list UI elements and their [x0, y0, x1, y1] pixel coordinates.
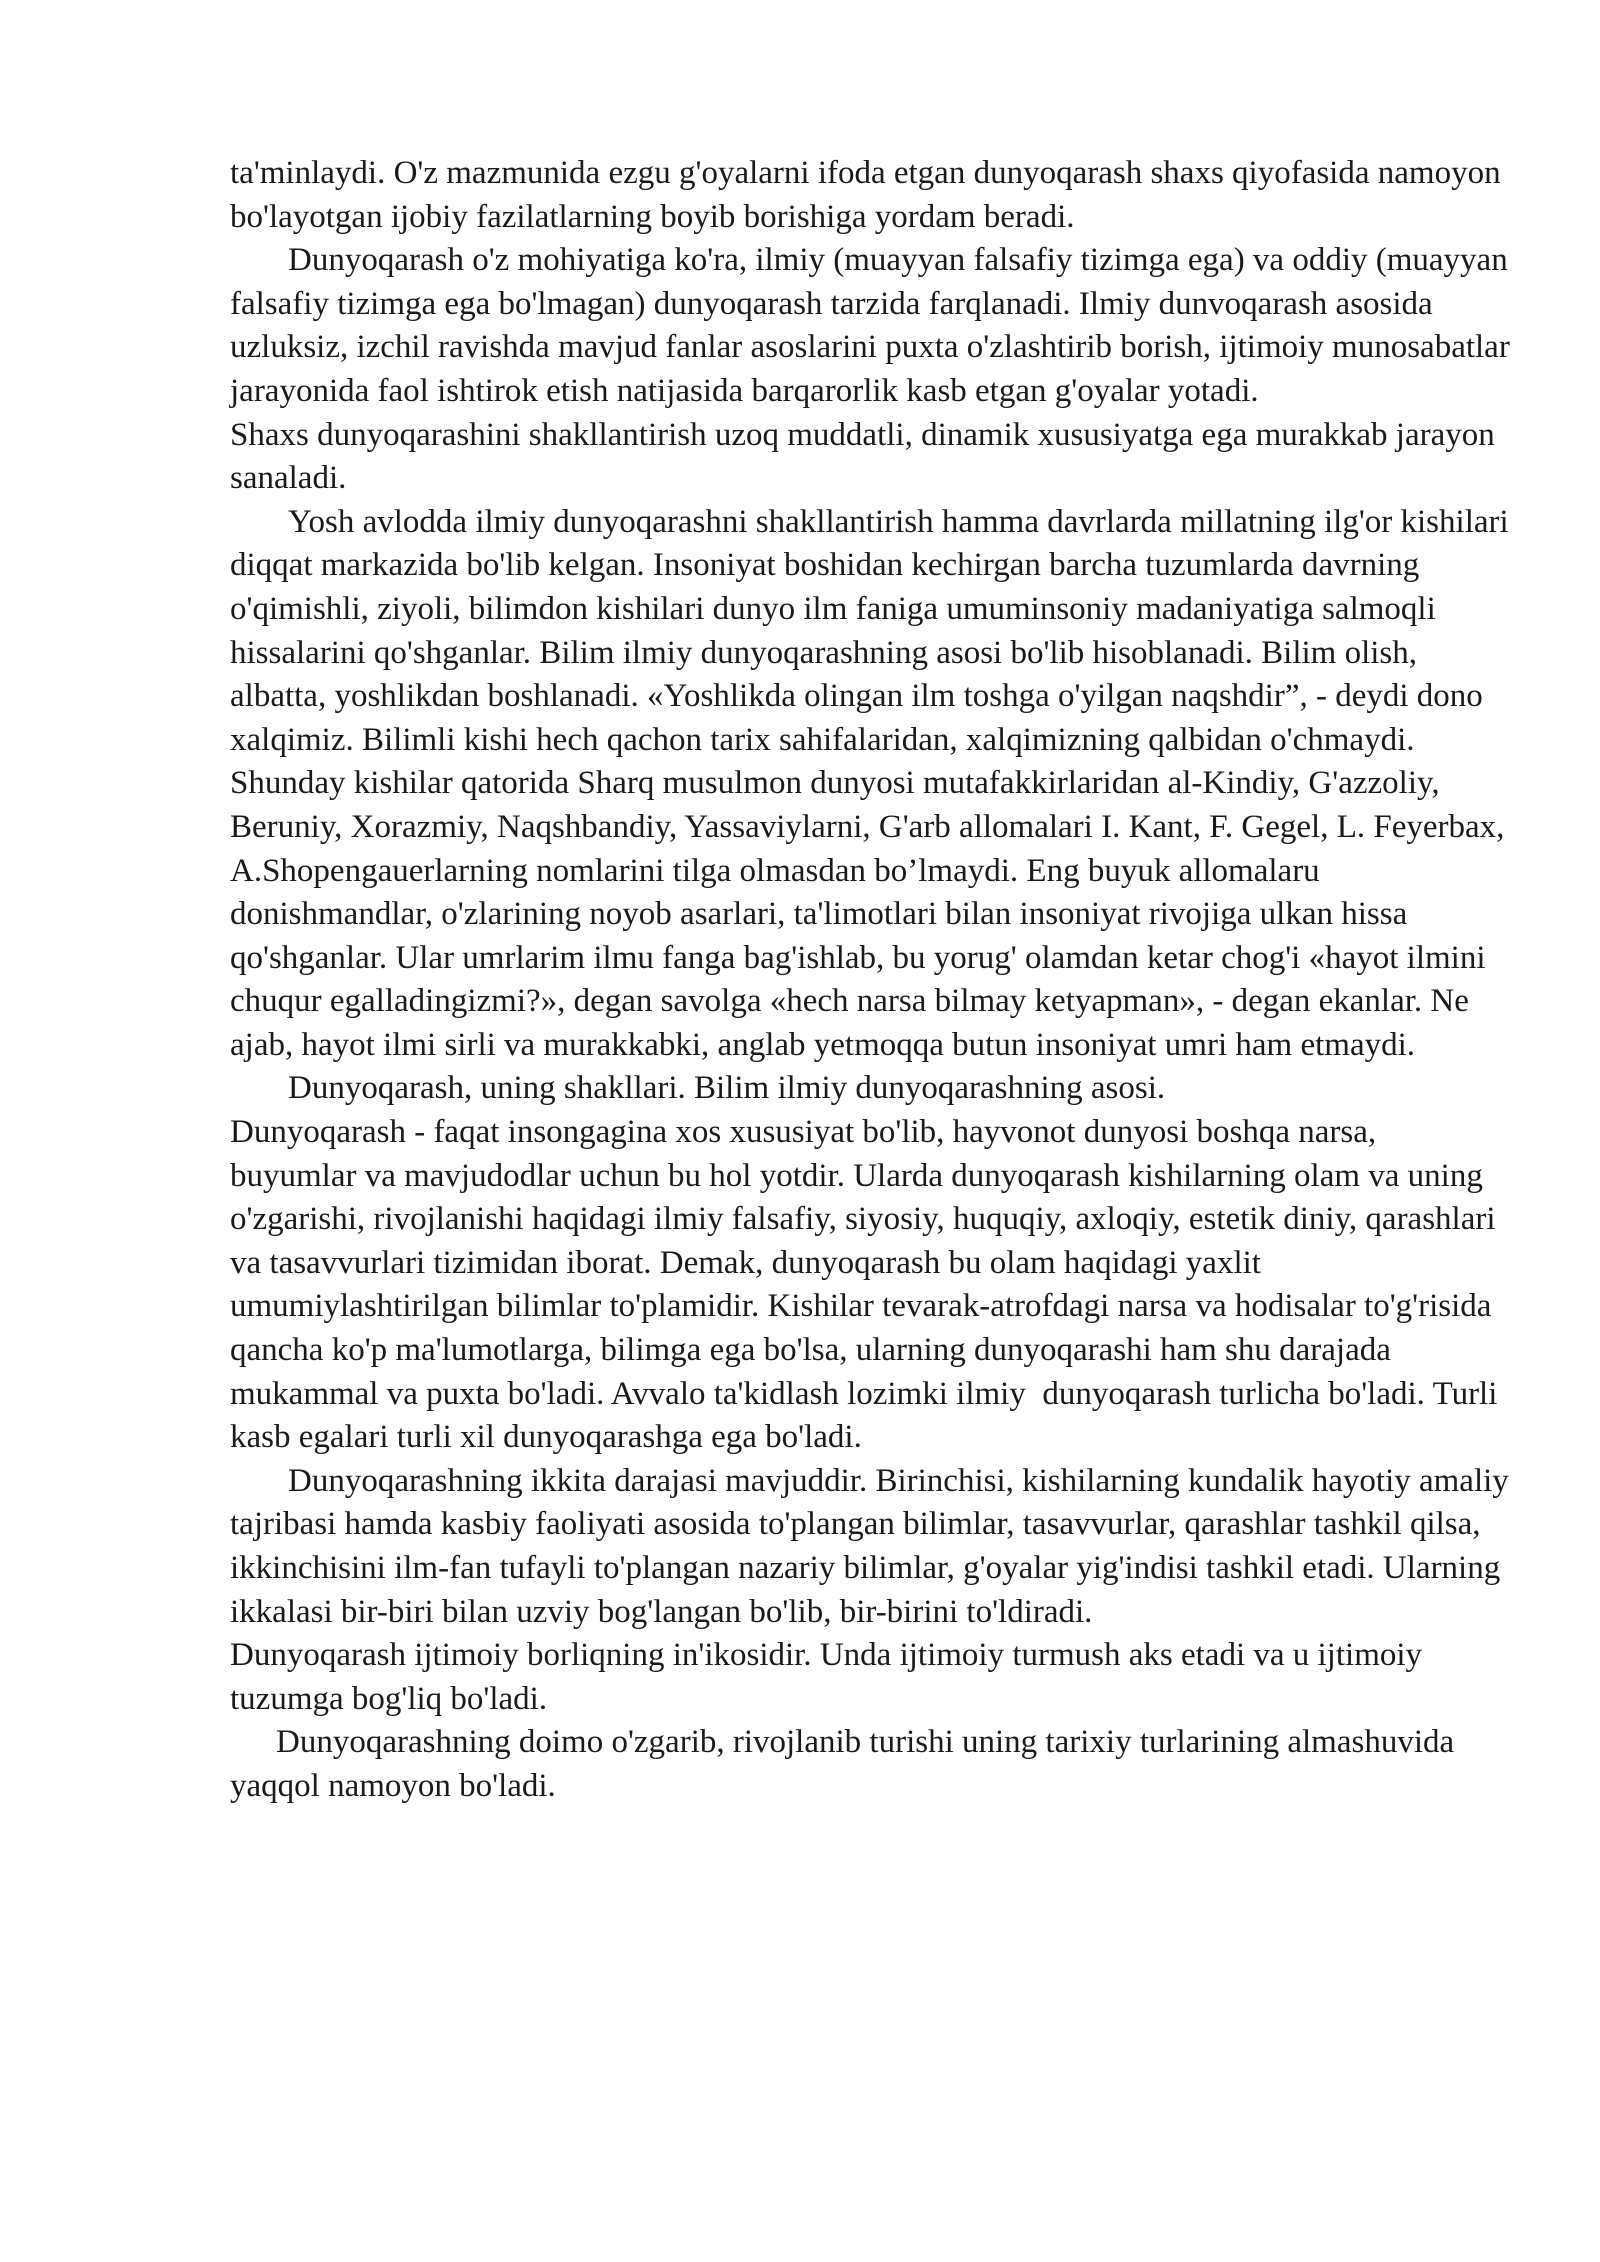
paragraph-definition: Dunyoqarash - faqat insongagina xos xususiyat bo'lib, hayvonot dunyosi boshqa narsa, buyumlar va mavjudodlar uchun bu hol yotdir. Ularda dunyoqarash kishilarning olam va uning o'zgarishi, rivojlanishi haqidagi ilmiy falsafiy, siyosiy, huquqiy, axloqiy, estetik diniy, qarashlari va tasavvurlari tizimidan iborat. Demak, dunyoqarash bu olam haqidagi yaxlit umumiylashtirilgan bilimlar to'plamidir. Kishilar tevarak-atrofdagi narsa va hodisalar to'g'risida qancha ko'p ma'lumotlarga, bilimga ega bo'lsa, ularning dunyoqarashi ham shu darajada mukammal va puxta bo'ladi. Avvalo ta'kidlash lozimki ilmiy dunyoqarash turlicha bo'ladi. Turli kasb egalari turli xil dunyoqarashga ega bo'ladi. [230, 1114, 1506, 1456]
paragraph-continuation: ta'minlaydi. O'z mazmunida ezgu g'oyalarni ifoda etgan dunyoqarash shaxs qiyofasida namoyon bo'layotgan ijobiy fazilatlarning boyib borishiga yordam beradi. [230, 155, 1509, 235]
paragraph-shaping-process: Shaxs dunyoqarashini shakllantirish uzoq muddatli, dinamik xususiyatga ega murakkab jarayon sanaladi. [230, 416, 1503, 497]
paragraph-two-levels: Dunyoqarashning ikkita darajasi mavjuddir. Birinchisi, kishilarning kundalik hayotiy amaliy tajribasi hamda kasbiy faoliyati asosida to'plangan bilimlar, tasavvurlar, qarashlar tashkil qilsa, ikkinchisini ilm-fan tufayli to'plangan nazariy bilimlar, g'oyalar yig'indisi tashkil etadi. Ularning ikkalasi bir-biri bilan uzviy bog'langan bo'lib, bir-birini to'ldiradi. [230, 1462, 1518, 1630]
document-page [230, 152, 1519, 1809]
paragraph-historical-change: Dunyoqarashning doimo o'zgarib, rivojlanib turishi uning tarixiy turlarining almashuvida yaqqol namoyon bo'ladi. [230, 1724, 1463, 1804]
paragraph-worldview-types: Dunyoqarash o'z mohiyatiga ko'ra, ilmiy (muayyan falsafiy tizimga ega) va oddiy (muayyan falsafiy tizimga ega bo'lmagan) dunyoqarash tarzida farqlanadi. Ilmiy dunvoqarash asosida uzluksiz, izchil ravishda mavjud fanlar asoslarini puxta o'zlashtirib borish, ijtimoiy munosabatlar jarayonida faol ishtirok etish natijasida barqarorlik kasb etgan g'oyalar yotadi. [230, 242, 1519, 409]
section-heading-forms: Dunyoqarash, uning shakllari. Bilim ilmiy dunyoqarashning asosi. [288, 1070, 1166, 1107]
paragraph-social-reflection: Dunyoqarash ijtimoiy borliqning in'ikosidir. Unda ijtimoiy turmush aks etadi va u ijtimoiy tuzumga bog'liq bo'ladi. [230, 1637, 1431, 1717]
paragraph-youth-education: Yosh avlodda ilmiy dunyoqarashni shakllantirish hamma davrlarda millatning ilg'or kishilari diqqat markazida bo'lib kelgan. Insoniyat boshidan kechirgan barcha tuzumlarda davrning o'qimishli, ziyoli, bilimdon kishilari dunyo ilm faniga umuminsoniy madaniyatiga salmoqli hissalarini qo'shganlar. Bilim ilmiy dunyoqarashning asosi bo'lib hisoblanadi. Bilim olish, albatta, yoshlikdan boshlanadi. «Yoshlikda olingan ilm toshga o'yilgan naqshdir”, - deydi dono xalqimiz. Bilimli kishi hech qachon tarix sahifalaridan, xalqimizning qalbidan o'chmaydi. Shunday kishilar qatorida Sharq musulmon dunyosi mutafakkirlaridan al-Kindiy, G'azzoliy, Beruniy, Xorazmiy, Naqshbandiy, Yassaviylarni, G'arb allomalari I. Kant, F. Gegel, L. Feyerbax, A.Shopengauerlarning nomlarini tilga olmasdan bo’lmaydi. Eng buyuk allomalaru donishmandlar, o'zlarining noyob asarlari, ta'limotlari bilan insoniyat rivojiga ulkan hissa qo'shganlar. Ular umrlarim ilmu fanga bag'ishlab, bu yorug' olamdan ketar chog'i «hayot ilmini chuqur egalladingizmi?», degan savolga «hech narsa bilmay ketyapman», - degan ekanlar. Ne ajab, hayot ilmi sirli va murakkabki, anglab yetmoqqa butun insoniyat umri ham etmaydi. [230, 503, 1517, 1063]
